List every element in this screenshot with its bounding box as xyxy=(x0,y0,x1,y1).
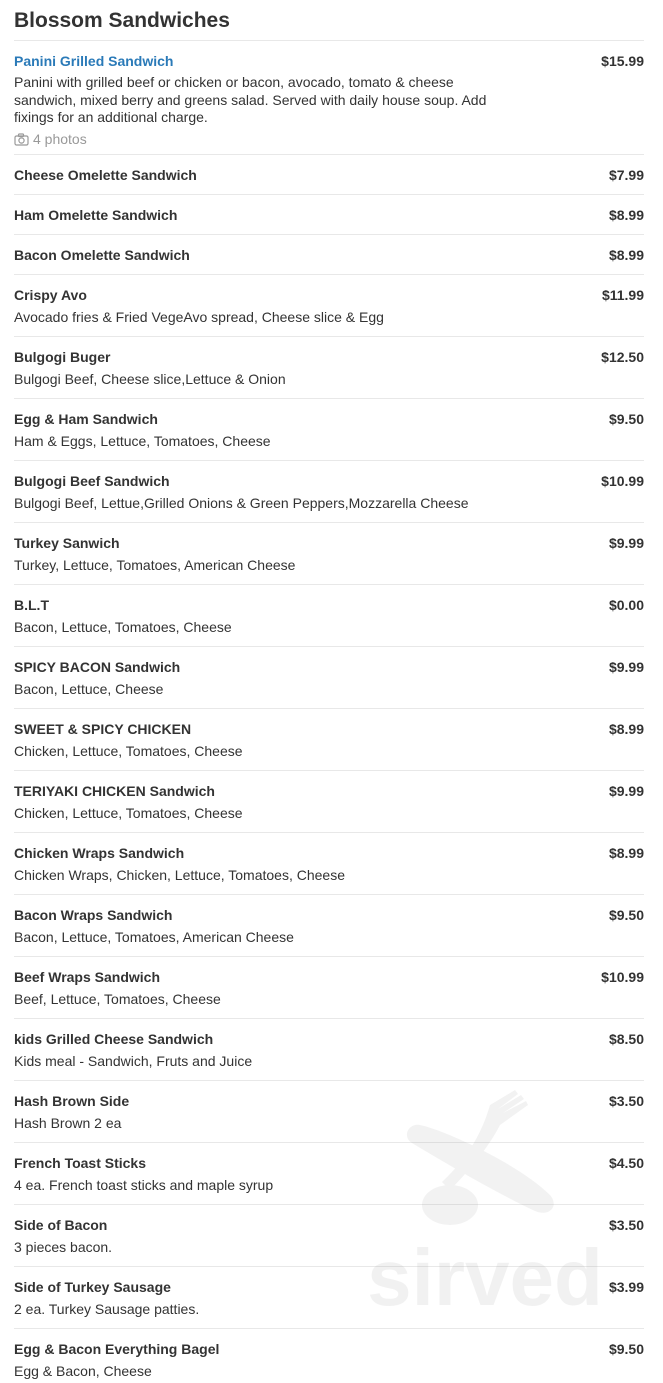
item-name: Bulgogi Beef Sandwich xyxy=(14,473,170,489)
menu-item[interactable] xyxy=(14,155,644,195)
item-price: $9.99 xyxy=(608,783,644,799)
item-name: Hash Brown Side xyxy=(14,1093,130,1109)
menu-item[interactable] xyxy=(14,275,644,337)
item-description: Bacon, Lettuce, Tomatoes, American Cheese xyxy=(14,929,294,945)
item-description: Bulgogi Beef, Cheese slice,Lettuce & Onion xyxy=(14,371,286,387)
menu-item[interactable] xyxy=(14,833,644,895)
item-price: $8.99 xyxy=(608,721,644,737)
item-name: SWEET & SPICY CHICKEN xyxy=(14,721,192,737)
item-description: Chicken Wraps, Chicken, Lettuce, Tomatoes, Cheese xyxy=(14,867,345,883)
item-description: Egg & Bacon, Cheese xyxy=(14,1363,152,1379)
item-description: Turkey, Lettuce, Tomatoes, American Cheese xyxy=(14,557,296,573)
item-description: Bacon, Lettuce, Cheese xyxy=(14,681,164,697)
item-price: $9.50 xyxy=(608,907,644,923)
item-price: $8.99 xyxy=(608,207,644,223)
menu-item[interactable] xyxy=(14,523,644,585)
item-name: Side of Turkey Sausage xyxy=(14,1279,171,1295)
item-description: Kids meal - Sandwich, Fruts and Juice xyxy=(14,1053,253,1069)
item-price: $3.50 xyxy=(608,1217,644,1233)
menu-item[interactable] xyxy=(14,235,644,275)
item-description: Avocado fries & Fried VegeAvo spread, Cheese slice & Egg xyxy=(14,309,384,325)
menu-item[interactable] xyxy=(14,461,644,523)
item-price: $9.99 xyxy=(608,659,644,675)
item-name: B.L.T xyxy=(14,597,49,613)
photos-count: 4 photos xyxy=(33,131,87,147)
item-name: Egg & Ham Sandwich xyxy=(14,411,158,427)
menu-item[interactable] xyxy=(14,399,644,461)
item-price: $9.50 xyxy=(608,1341,644,1357)
item-name: Cheese Omelette Sandwich xyxy=(14,167,197,183)
item-name: Chicken Wraps Sandwich xyxy=(14,845,185,861)
camera-icon xyxy=(14,133,29,146)
menu-item[interactable] xyxy=(14,337,644,399)
item-price: $12.50 xyxy=(601,349,644,365)
item-price: $8.99 xyxy=(608,845,644,861)
item-name: Crispy Avo xyxy=(14,287,87,303)
menu-item[interactable] xyxy=(14,1019,644,1081)
menu-item-featured[interactable] xyxy=(14,41,644,155)
menu-item[interactable] xyxy=(14,1329,644,1383)
item-price: $10.99 xyxy=(601,473,644,489)
section-title: Blossom Sandwiches xyxy=(14,9,644,41)
item-name: Bacon Wraps Sandwich xyxy=(14,907,173,923)
menu-item[interactable] xyxy=(14,1081,644,1143)
menu-item[interactable] xyxy=(14,957,644,1019)
item-price: $4.50 xyxy=(608,1155,644,1171)
item-price: $8.99 xyxy=(608,247,644,263)
item-name: Bulgogi Buger xyxy=(14,349,111,365)
item-description: Hash Brown 2 ea xyxy=(14,1115,122,1131)
item-description: Chicken, Lettuce, Tomatoes, Cheese xyxy=(14,743,243,759)
menu-item[interactable] xyxy=(14,1267,644,1329)
item-name: SPICY BACON Sandwich xyxy=(14,659,181,675)
item-price: $9.50 xyxy=(608,411,644,427)
menu-item[interactable] xyxy=(14,195,644,235)
item-name: Side of Bacon xyxy=(14,1217,108,1233)
menu-section xyxy=(14,0,644,1383)
item-name: Egg & Bacon Everything Bagel xyxy=(14,1341,220,1357)
item-description: Chicken, Lettuce, Tomatoes, Cheese xyxy=(14,805,243,821)
menu-item[interactable] xyxy=(14,771,644,833)
photos-link[interactable] xyxy=(14,130,87,148)
item-name: Beef Wraps Sandwich xyxy=(14,969,161,985)
item-description: 4 ea. French toast sticks and maple syrup xyxy=(14,1177,274,1193)
item-description: 3 pieces bacon. xyxy=(14,1239,113,1255)
item-name: French Toast Sticks xyxy=(14,1155,147,1171)
item-price: $9.99 xyxy=(608,535,644,551)
item-price: $8.50 xyxy=(608,1031,644,1047)
menu-item[interactable] xyxy=(14,585,644,647)
item-description: Beef, Lettuce, Tomatoes, Cheese xyxy=(14,991,221,1007)
menu-item[interactable] xyxy=(14,647,644,709)
item-price: $0.00 xyxy=(608,597,644,613)
menu-item[interactable] xyxy=(14,895,644,957)
item-name: TERIYAKI CHICKEN Sandwich xyxy=(14,783,215,799)
menu-item[interactable] xyxy=(14,1205,644,1267)
item-price: $10.99 xyxy=(601,969,644,985)
menu-item[interactable] xyxy=(14,709,644,771)
watermark-text: sirved xyxy=(367,1233,603,1315)
item-name: Ham Omelette Sandwich xyxy=(14,207,178,223)
item-description: Panini with grilled beef or chicken or bacon, avocado, tomato & cheese sandwich, mixed berry and greens salad. Served with daily house soup. Add fixings for an additional charge. xyxy=(14,74,487,125)
item-description: Bacon, Lettuce, Tomatoes, Cheese xyxy=(14,619,232,635)
item-price: $3.50 xyxy=(608,1093,644,1109)
item-name: Bacon Omelette Sandwich xyxy=(14,247,190,263)
item-name-link[interactable]: Panini Grilled Sandwich xyxy=(14,53,174,69)
item-price: $15.99 xyxy=(601,53,644,69)
item-description: 2 ea. Turkey Sausage patties. xyxy=(14,1301,200,1317)
item-description: Bulgogi Beef, Lettue,Grilled Onions & Green Peppers,Mozzarella Cheese xyxy=(14,495,469,511)
item-price: $7.99 xyxy=(608,167,644,183)
item-name: Turkey Sanwich xyxy=(14,535,120,551)
item-description: Ham & Eggs, Lettuce, Tomatoes, Cheese xyxy=(14,433,271,449)
item-name: kids Grilled Cheese Sandwich xyxy=(14,1031,214,1047)
menu-item[interactable] xyxy=(14,1143,644,1205)
item-price: $3.99 xyxy=(608,1279,644,1295)
item-price: $11.99 xyxy=(601,287,644,303)
